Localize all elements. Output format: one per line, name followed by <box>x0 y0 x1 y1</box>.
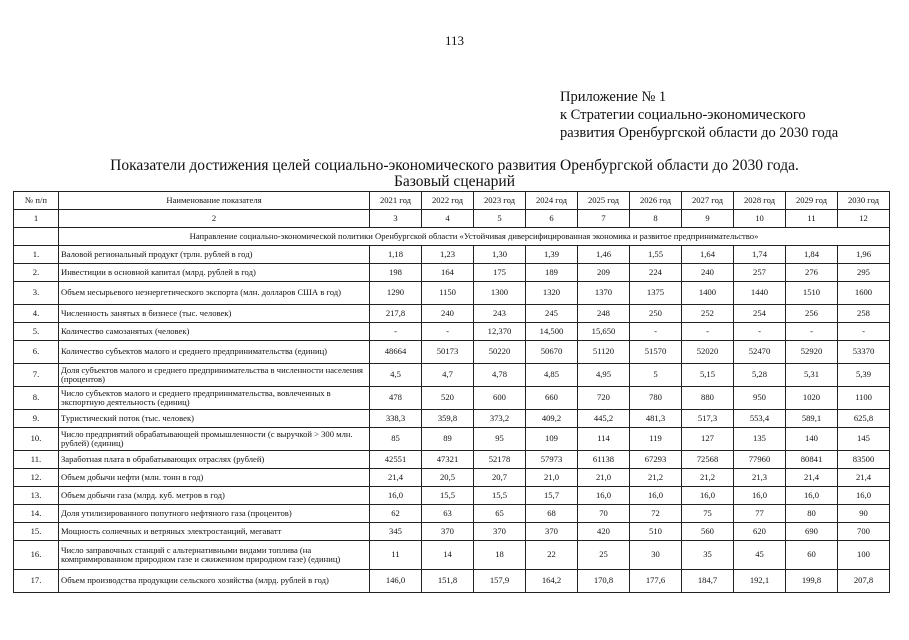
value-cell: 420 <box>578 523 630 541</box>
value-cell: 1320 <box>526 282 578 305</box>
value-cell: 67293 <box>630 451 682 469</box>
value-cell: 1,64 <box>682 246 734 264</box>
header-row <box>14 192 890 210</box>
indicator-name: Доля субъектов малого и среднего предпринимательства в численности населения (процентов) <box>59 364 370 387</box>
value-cell: 21,2 <box>682 469 734 487</box>
value-cell: 199,8 <box>786 570 838 593</box>
value-cell: 370 <box>526 523 578 541</box>
value-cell: 57973 <box>526 451 578 469</box>
value-cell: 1100 <box>838 387 890 410</box>
header-no: № п/п <box>14 192 59 210</box>
value-cell: 517,3 <box>682 410 734 428</box>
value-cell: 53370 <box>838 341 890 364</box>
value-cell: - <box>734 323 786 341</box>
value-cell: 240 <box>422 305 474 323</box>
value-cell: 370 <box>422 523 474 541</box>
value-cell: 217,8 <box>370 305 422 323</box>
value-cell: 370 <box>474 523 526 541</box>
table-row <box>14 487 890 505</box>
value-cell: 45 <box>734 541 786 570</box>
value-cell: 192,1 <box>734 570 786 593</box>
value-cell: 15,650 <box>578 323 630 341</box>
value-cell: 445,2 <box>578 410 630 428</box>
value-cell: 1,46 <box>578 246 630 264</box>
value-cell: 65 <box>474 505 526 523</box>
header-year: 2029 год <box>786 192 838 210</box>
value-cell: 780 <box>630 387 682 410</box>
value-cell: - <box>682 323 734 341</box>
value-cell: 21,4 <box>786 469 838 487</box>
value-cell: 1510 <box>786 282 838 305</box>
header-year: 2026 год <box>630 192 682 210</box>
value-cell: 85 <box>370 428 422 451</box>
indicator-name: Доля утилизированного попутного нефтяного газа (процентов) <box>59 505 370 523</box>
value-cell: 145 <box>838 428 890 451</box>
value-cell: 1,74 <box>734 246 786 264</box>
value-cell: 4,78 <box>474 364 526 387</box>
table-row <box>14 410 890 428</box>
value-cell: 62 <box>370 505 422 523</box>
appendix-line-1: Приложение № 1 <box>560 89 667 105</box>
appendix-line-2: к Стратегии социально-экономического <box>560 107 806 123</box>
value-cell: 257 <box>734 264 786 282</box>
value-cell: 157,9 <box>474 570 526 593</box>
indicator-name: Объем несырьевого неэнергетического экспорта (млн. долларов США в год) <box>59 282 370 305</box>
column-number: 8 <box>630 210 682 228</box>
indicator-name: Число субъектов малого и среднего предпринимательства, вовлеченных в экспортную деятельность (единиц) <box>59 387 370 410</box>
value-cell: 5 <box>630 364 682 387</box>
value-cell: 60 <box>786 541 838 570</box>
table-row <box>14 523 890 541</box>
value-cell: 481,3 <box>630 410 682 428</box>
value-cell: 90 <box>838 505 890 523</box>
header-name: Наименование показателя <box>59 192 370 210</box>
table-row <box>14 323 890 341</box>
value-cell: 620 <box>734 523 786 541</box>
value-cell: 510 <box>630 523 682 541</box>
value-cell: 950 <box>734 387 786 410</box>
value-cell: 240 <box>682 264 734 282</box>
column-number: 3 <box>370 210 422 228</box>
value-cell: 21,4 <box>370 469 422 487</box>
value-cell: 209 <box>578 264 630 282</box>
column-number: 7 <box>578 210 630 228</box>
value-cell: 11 <box>370 541 422 570</box>
value-cell: 51570 <box>630 341 682 364</box>
row-number: 13. <box>14 487 59 505</box>
value-cell: 16,0 <box>630 487 682 505</box>
value-cell: 16,0 <box>838 487 890 505</box>
value-cell: 80841 <box>786 451 838 469</box>
value-cell: 250 <box>630 305 682 323</box>
table-row <box>14 282 890 305</box>
row-number: 7. <box>14 364 59 387</box>
document-subtitle: Базовый сценарий <box>393 173 516 190</box>
table-row <box>14 246 890 264</box>
row-number: 1. <box>14 246 59 264</box>
value-cell: 30 <box>630 541 682 570</box>
value-cell: 553,4 <box>734 410 786 428</box>
indicator-name: Объем добычи нефти (млн. тонн в год) <box>59 469 370 487</box>
value-cell: 5,15 <box>682 364 734 387</box>
value-cell: 21,3 <box>734 469 786 487</box>
row-number: 15. <box>14 523 59 541</box>
value-cell: 20,5 <box>422 469 474 487</box>
section-row <box>14 228 890 246</box>
value-cell: 1290 <box>370 282 422 305</box>
row-number: 8. <box>14 387 59 410</box>
row-number: 5. <box>14 323 59 341</box>
indicator-name: Инвестиции в основной капитал (млрд. рублей в год) <box>59 264 370 282</box>
value-cell: 252 <box>682 305 734 323</box>
value-cell: 14 <box>422 541 474 570</box>
value-cell: 89 <box>422 428 474 451</box>
value-cell: 42551 <box>370 451 422 469</box>
row-number: 11. <box>14 451 59 469</box>
value-cell: 61138 <box>578 451 630 469</box>
column-number: 9 <box>682 210 734 228</box>
value-cell: 95 <box>474 428 526 451</box>
value-cell: 478 <box>370 387 422 410</box>
value-cell: 5,31 <box>786 364 838 387</box>
value-cell: - <box>370 323 422 341</box>
value-cell: 1,30 <box>474 246 526 264</box>
value-cell: 100 <box>838 541 890 570</box>
row-number: 17. <box>14 570 59 593</box>
value-cell: 22 <box>526 541 578 570</box>
row-number: 10. <box>14 428 59 451</box>
value-cell: 140 <box>786 428 838 451</box>
value-cell: 127 <box>682 428 734 451</box>
value-cell: 20,7 <box>474 469 526 487</box>
indicators-table <box>13 191 890 593</box>
table-row <box>14 570 890 593</box>
value-cell: 5,39 <box>838 364 890 387</box>
table-row <box>14 387 890 410</box>
value-cell: 4,7 <box>422 364 474 387</box>
value-cell: 600 <box>474 387 526 410</box>
value-cell: 21,0 <box>526 469 578 487</box>
value-cell: 164 <box>422 264 474 282</box>
header-year: 2028 год <box>734 192 786 210</box>
row-number: 9. <box>14 410 59 428</box>
appendix-note <box>560 88 838 142</box>
value-cell: 80 <box>786 505 838 523</box>
value-cell: 589,1 <box>786 410 838 428</box>
value-cell: - <box>838 323 890 341</box>
value-cell: 1600 <box>838 282 890 305</box>
value-cell: 47321 <box>422 451 474 469</box>
table-row <box>14 264 890 282</box>
value-cell: 52020 <box>682 341 734 364</box>
value-cell: 16,0 <box>578 487 630 505</box>
value-cell: 345 <box>370 523 422 541</box>
column-number: 10 <box>734 210 786 228</box>
indicator-name: Мощность солнечных и ветряных электростанций, мегаватт <box>59 523 370 541</box>
value-cell: 256 <box>786 305 838 323</box>
row-number: 6. <box>14 341 59 364</box>
value-cell: 16,0 <box>370 487 422 505</box>
value-cell: 177,6 <box>630 570 682 593</box>
section-blank <box>14 228 59 246</box>
value-cell: 77 <box>734 505 786 523</box>
value-cell: 16,0 <box>682 487 734 505</box>
value-cell: 5,28 <box>734 364 786 387</box>
row-number: 3. <box>14 282 59 305</box>
value-cell: 248 <box>578 305 630 323</box>
value-cell: 114 <box>578 428 630 451</box>
value-cell: 295 <box>838 264 890 282</box>
header-year: 2021 год <box>370 192 422 210</box>
value-cell: 198 <box>370 264 422 282</box>
value-cell: 4,5 <box>370 364 422 387</box>
value-cell: 224 <box>630 264 682 282</box>
value-cell: 189 <box>526 264 578 282</box>
header-year: 2022 год <box>422 192 474 210</box>
value-cell: 276 <box>786 264 838 282</box>
column-number: 4 <box>422 210 474 228</box>
column-number: 2 <box>59 210 370 228</box>
value-cell: 72 <box>630 505 682 523</box>
column-number: 5 <box>474 210 526 228</box>
table-row <box>14 364 890 387</box>
value-cell: 12,370 <box>474 323 526 341</box>
value-cell: 175 <box>474 264 526 282</box>
value-cell: 16,0 <box>786 487 838 505</box>
value-cell: 4,95 <box>578 364 630 387</box>
value-cell: 75 <box>682 505 734 523</box>
indicator-name: Объем добычи газа (млрд. куб. метров в год) <box>59 487 370 505</box>
value-cell: 359,8 <box>422 410 474 428</box>
value-cell: 1370 <box>578 282 630 305</box>
header-year: 2030 год <box>838 192 890 210</box>
header-year: 2025 год <box>578 192 630 210</box>
table-row <box>14 469 890 487</box>
value-cell: 338,3 <box>370 410 422 428</box>
value-cell: 1,23 <box>422 246 474 264</box>
value-cell: 135 <box>734 428 786 451</box>
table-row <box>14 451 890 469</box>
value-cell: 68 <box>526 505 578 523</box>
value-cell: 1,55 <box>630 246 682 264</box>
value-cell: 207,8 <box>838 570 890 593</box>
table-row <box>14 541 890 570</box>
value-cell: 50220 <box>474 341 526 364</box>
value-cell: 119 <box>630 428 682 451</box>
value-cell: - <box>422 323 474 341</box>
value-cell: 1440 <box>734 282 786 305</box>
value-cell: 1,84 <box>786 246 838 264</box>
row-number: 16. <box>14 541 59 570</box>
value-cell: 625,8 <box>838 410 890 428</box>
value-cell: 1300 <box>474 282 526 305</box>
value-cell: 245 <box>526 305 578 323</box>
value-cell: 52178 <box>474 451 526 469</box>
indicator-name: Численность занятых в бизнесе (тыс. человек) <box>59 305 370 323</box>
value-cell: 50670 <box>526 341 578 364</box>
indicator-name: Валовой региональный продукт (трлн. рублей в год) <box>59 246 370 264</box>
value-cell: 660 <box>526 387 578 410</box>
row-number: 4. <box>14 305 59 323</box>
header-year: 2024 год <box>526 192 578 210</box>
table-row <box>14 428 890 451</box>
value-cell: 700 <box>838 523 890 541</box>
header-year: 2027 год <box>682 192 734 210</box>
table-row <box>14 305 890 323</box>
value-cell: 16,0 <box>734 487 786 505</box>
value-cell: 63 <box>422 505 474 523</box>
value-cell: 243 <box>474 305 526 323</box>
value-cell: 880 <box>682 387 734 410</box>
value-cell: 690 <box>786 523 838 541</box>
value-cell: 83500 <box>838 451 890 469</box>
table-row <box>14 341 890 364</box>
document-title: Показатели достижения целей социально-экономического развития Оренбургской области до 2030 года. <box>110 157 799 174</box>
column-number: 11 <box>786 210 838 228</box>
value-cell: 1,96 <box>838 246 890 264</box>
value-cell: 1020 <box>786 387 838 410</box>
page-number: 113 <box>444 33 465 48</box>
indicator-name: Заработная плата в обрабатывающих отраслях (рублей) <box>59 451 370 469</box>
indicator-name: Количество субъектов малого и среднего предпринимательства (единиц) <box>59 341 370 364</box>
value-cell: 1400 <box>682 282 734 305</box>
value-cell: 1,39 <box>526 246 578 264</box>
value-cell: 25 <box>578 541 630 570</box>
value-cell: 409,2 <box>526 410 578 428</box>
value-cell: 50173 <box>422 341 474 364</box>
column-number: 12 <box>838 210 890 228</box>
value-cell: 18 <box>474 541 526 570</box>
value-cell: 170,8 <box>578 570 630 593</box>
row-number: 2. <box>14 264 59 282</box>
value-cell: 21,2 <box>630 469 682 487</box>
value-cell: 70 <box>578 505 630 523</box>
value-cell: 35 <box>682 541 734 570</box>
value-cell: 21,4 <box>838 469 890 487</box>
value-cell: 254 <box>734 305 786 323</box>
value-cell: 1,18 <box>370 246 422 264</box>
value-cell: 4,85 <box>526 364 578 387</box>
indicator-name: Число заправочных станций с альтернативными видами топлива (на компримированном природном газе и сжиженном природном газе) (единиц) <box>59 541 370 570</box>
value-cell: 184,7 <box>682 570 734 593</box>
indicator-name: Туристический поток (тыс. человек) <box>59 410 370 428</box>
value-cell: 720 <box>578 387 630 410</box>
value-cell: 560 <box>682 523 734 541</box>
value-cell: 21,0 <box>578 469 630 487</box>
section-heading: Направление социально-экономической политики Оренбургской области «Устойчивая диверсифицированная экономика и развитое предпринимательство» <box>59 228 890 246</box>
indicator-name: Количество самозанятых (человек) <box>59 323 370 341</box>
value-cell: 72568 <box>682 451 734 469</box>
value-cell: 520 <box>422 387 474 410</box>
value-cell: 52920 <box>786 341 838 364</box>
header-year: 2023 год <box>474 192 526 210</box>
value-cell: 151,8 <box>422 570 474 593</box>
indicator-name: Объем производства продукции сельского хозяйства (млрд. рублей в год) <box>59 570 370 593</box>
column-number: 1 <box>14 210 59 228</box>
value-cell: 15,5 <box>422 487 474 505</box>
row-number: 12. <box>14 469 59 487</box>
value-cell: - <box>786 323 838 341</box>
row-number: 14. <box>14 505 59 523</box>
column-number-row <box>14 210 890 228</box>
value-cell: 15,7 <box>526 487 578 505</box>
value-cell: 14,500 <box>526 323 578 341</box>
appendix-line-3: развития Оренбургской области до 2030 года <box>560 125 839 141</box>
value-cell: 15,5 <box>474 487 526 505</box>
indicator-name: Число предприятий обрабатывающей промышленности (с выручкой > 300 млн. рублей) (единиц) <box>59 428 370 451</box>
value-cell: 1150 <box>422 282 474 305</box>
value-cell: 373,2 <box>474 410 526 428</box>
value-cell: 109 <box>526 428 578 451</box>
value-cell: 48664 <box>370 341 422 364</box>
value-cell: 258 <box>838 305 890 323</box>
value-cell: 146,0 <box>370 570 422 593</box>
value-cell: - <box>630 323 682 341</box>
value-cell: 164,2 <box>526 570 578 593</box>
column-number: 6 <box>526 210 578 228</box>
value-cell: 77960 <box>734 451 786 469</box>
value-cell: 1375 <box>630 282 682 305</box>
value-cell: 51120 <box>578 341 630 364</box>
value-cell: 52470 <box>734 341 786 364</box>
table-row <box>14 505 890 523</box>
